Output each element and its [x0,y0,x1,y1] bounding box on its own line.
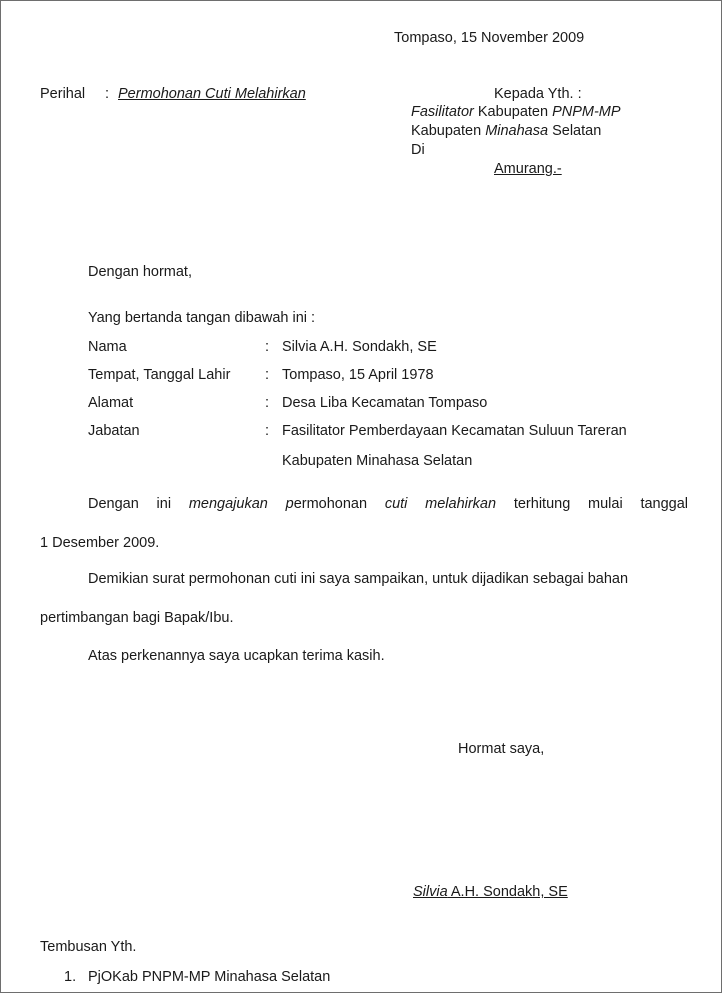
para2-line2: pertimbangan bagi Bapak/Ibu. [40,610,234,626]
recipient-line2 [411,122,601,140]
recipient-line1-a: Fasilitator [411,104,474,120]
cc-item-num: 1. [64,969,77,985]
field-label-nama: Nama [88,339,127,355]
para1-c: ermohonan [293,496,385,512]
field-colon-alamat: : [265,395,270,411]
para1-d: cuti melahirkan [384,496,497,512]
closing: Hormat saya, [458,741,545,757]
signature-first: Silvia [413,884,448,900]
recipient-line1-b: Kabupaten [473,104,553,120]
recipient-line2-a: Kabupaten [411,123,486,139]
cc-item-text: PjOKab PNPM-MP Minahasa Selatan [88,969,331,985]
intro-line: Yang bertanda tangan dibawah ini : [88,310,316,326]
recipient-line2-c: Selatan [548,123,602,139]
field-colon-ttl: : [265,367,270,383]
field-label-jabatan: Jabatan [88,423,140,439]
place-date: Tompaso, 15 November 2009 [394,30,585,46]
para2-line1: Demikian surat permohonan cuti ini saya sampaikan, untuk dijadikan sebagai bahan [88,571,629,587]
greeting: Dengan hormat, [88,264,192,280]
recipient-line1-c: PNPM-MP [552,104,621,120]
field-value-ttl: Tompaso, 15 April 1978 [282,367,434,383]
para1-b: mengajukan p [188,496,294,512]
para1-line1 [88,495,688,513]
cc-title: Tembusan Yth. [40,939,137,955]
recipient-line1 [411,103,621,121]
para1-line2: 1 Desember 2009. [40,535,160,551]
recipient-to: Kepada Yth. : [494,86,582,102]
signature-rest: A.H. Sondakh, SE [447,884,568,900]
recipient-line3: Di [411,142,425,158]
para1-e: terhitung mulai tanggal [496,496,689,512]
field-colon-nama: : [265,339,270,355]
field-value-alamat: Desa Liba Kecamatan Tompaso [282,395,488,411]
signature-name [413,883,568,901]
perihal-colon: : [105,86,110,102]
perihal-label: Perihal [40,86,86,102]
field-value-nama: Silvia A.H. Sondakh, SE [282,339,437,355]
field-value-jabatan: Fasilitator Pemberdayaan Kecamatan Suluun Tareran [282,423,627,439]
recipient-line2-b: Minahasa [485,123,549,139]
para1-a: Dengan ini [88,496,189,512]
field-colon-jabatan: : [265,423,270,439]
perihal-value: Permohonan Cuti Melahirkan [118,86,306,102]
field-value-jabatan-2: Kabupaten Minahasa Selatan [282,453,473,469]
para3: Atas perkenannya saya ucapkan terima kasih. [88,648,385,664]
field-label-ttl: Tempat, Tanggal Lahir [88,367,231,383]
recipient-city: Amurang.- [494,161,562,177]
field-label-alamat: Alamat [88,395,134,411]
